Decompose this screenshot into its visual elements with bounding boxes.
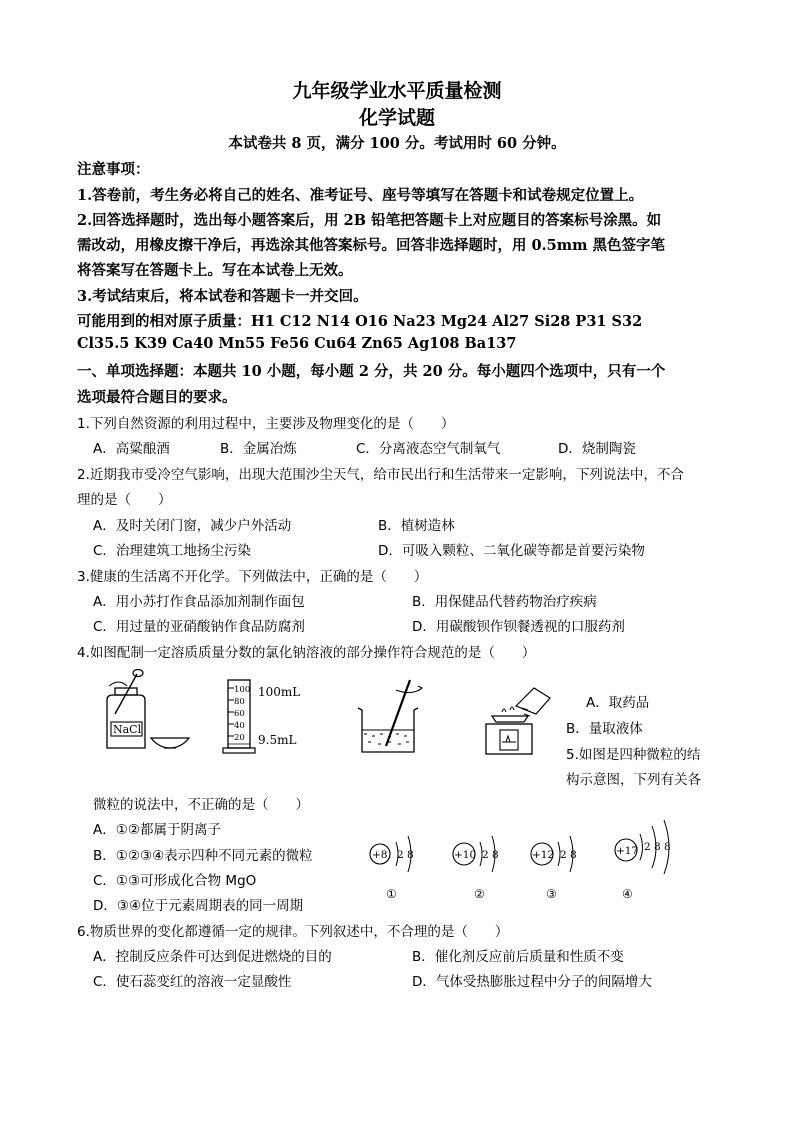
notice-item-3: 3.考试结束后，将本试卷和答题卡一并交回。 <box>77 288 368 305</box>
cyl-tick-60: 60 <box>234 709 245 719</box>
q1-option-b: B．金属冶炼 <box>220 441 297 457</box>
q4-option-a: A．取药品 <box>586 695 650 711</box>
q6-option-b: B．催化剂反应前后质量和性质不变 <box>412 949 624 965</box>
particle-2-nucleus: +10 <box>454 849 477 861</box>
atomic-mass-line-1: 可能用到的相对原子质量：H1 C12 N14 O16 Na23 Mg24 Al27 Si28 P31 S32 <box>77 313 643 330</box>
atomic-mass-line-2: Cl35.5 K39 Ca40 Mn55 Fe56 Cu64 Zn65 Ag108 Ba137 <box>77 335 517 352</box>
q5-option-c: C．①③可形成化合物 MgO <box>93 873 257 889</box>
particle-diagrams <box>360 816 700 902</box>
cyl-tick-100: 100 <box>234 685 251 695</box>
reagent-bottle-figure <box>97 668 197 756</box>
q1-option-a: A．高粱酿酒 <box>93 441 170 457</box>
q2-option-d: D．可吸入颗粒、二氧化碳等都是首要污染物 <box>378 543 645 559</box>
bottle-label: NaCl <box>113 723 142 736</box>
q3-stem: 3.健康的生活离不开化学。下列做法中，正确的是（ ） <box>77 569 428 585</box>
exam-title: 九年级学业水平质量检测 <box>292 80 502 102</box>
q1-option-d: D．烧制陶瓷 <box>558 441 636 457</box>
notice-item-2-line-3: 将答案写在答题卡上。写在本试卷上无效。 <box>77 262 353 279</box>
particle-2-shells: 2 8 <box>482 849 499 861</box>
particle-2-label: ② <box>474 887 485 901</box>
q5-stem-part-3: 微粒的说法中，不正确的是（ ） <box>93 797 309 813</box>
notice-item-1: 1.答卷前，考生务必将自己的姓名、准考证号、座号等填写在答题卡和试卷规定位置上。 <box>77 187 644 204</box>
notice-item-2-line-1: 2.回答选择题时，选出每小题答案后，用 2B 铅笔把答题卡上对应题目的答案标号涂黑。如 <box>77 212 662 229</box>
q3-option-d: D．用碳酸钡作钡餐透视的口服药剂 <box>412 619 625 635</box>
q6-option-a: A．控制反应条件可达到促进燃烧的目的 <box>93 949 332 965</box>
particle-3-label: ③ <box>546 887 557 901</box>
beaker-icon <box>358 708 418 752</box>
section-1-heading-line-2: 选项最符合题目的要求。 <box>77 389 237 406</box>
notice-heading: 注意事项： <box>77 161 150 178</box>
q1-option-c: C．分离液态空气制氧气 <box>356 441 501 457</box>
q2-option-a: A．及时关闭门窗，减少户外活动 <box>93 518 292 534</box>
particle-1-shells: 2 8 <box>397 849 414 861</box>
watch-glass-icon <box>151 738 189 748</box>
cyl-tick-40: 40 <box>234 721 245 731</box>
section-1-heading-line-1: 一、单项选择题：本题共 10 小题，每小题 2 分，共 20 分。每小题四个选项中，只有一个 <box>77 363 666 380</box>
q4-option-b: B．量取液体 <box>566 721 643 737</box>
particle-3-nucleus: +12 <box>532 849 555 861</box>
reagent-bottle-icon <box>107 670 145 749</box>
q2-stem-line-1: 2.近期我市受冷空气影响，出现大范围沙尘天气，给市民出行和生活带来一定影响，下列说法中，不合 <box>77 467 684 483</box>
particle-4-nucleus: +17 <box>616 845 639 857</box>
cyl-label-9-5ml: 9.5mL <box>258 733 297 747</box>
q5-option-a: A．①②都属于阴离子 <box>93 822 221 838</box>
q6-stem: 6.物质世界的变化都遵循一定的规律。下列叙述中，不合理的是（ ） <box>77 924 509 940</box>
particle-3-shells: 2 8 <box>560 849 577 861</box>
pouring-icon <box>516 688 550 716</box>
q6-option-c: C．使石蕊变红的溶液一定显酸性 <box>93 974 292 990</box>
exam-info: 本试卷共 8 页，满分 100 分。考试用时 60 分钟。 <box>228 135 566 152</box>
cyl-label-100ml: 100mL <box>258 685 301 699</box>
q2-option-c: C．治理建筑工地扬尘污染 <box>93 543 251 559</box>
q6-option-d: D．气体受热膨胀过程中分子的间隔增大 <box>412 974 652 990</box>
particle-4-label: ④ <box>622 887 633 901</box>
q5-option-d: D．③④位于元素周期表的同一周期 <box>93 898 304 914</box>
q5-option-b: B．①②③④表示四种不同元素的微粒 <box>93 848 313 864</box>
q3-option-c: C．用过量的亚硝酸钠作食品防腐剂 <box>93 619 305 635</box>
particle-4-shells: 2 8 8 <box>644 841 671 853</box>
beaker-stirring-figure <box>352 674 432 758</box>
exam-subtitle: 化学试题 <box>358 107 435 129</box>
q5-stem-part-1: 5.如图是四种微粒的结 <box>566 747 701 763</box>
q3-option-b: B．用保健品代替药物治疗疾病 <box>412 594 597 610</box>
heating-figure <box>478 680 568 760</box>
particle-1-label: ① <box>386 887 397 901</box>
notice-item-2-line-2: 需改动，用橡皮擦干净后，再选涂其他答案标号。回答非选择题时，用 0.5mm 黑色签字笔 <box>77 237 666 254</box>
q5-stem-part-2: 构示意图，下列有关各 <box>566 772 701 788</box>
graduated-cylinder-figure <box>220 676 320 756</box>
q4-stem: 4.如图配制一定溶质质量分数的氯化钠溶液的部分操作符合规范的是（ ） <box>77 645 536 661</box>
q3-option-a: A．用小苏打作食品添加剂制作面包 <box>93 594 305 610</box>
cyl-tick-80: 80 <box>234 697 245 707</box>
cyl-tick-20: 20 <box>234 733 245 743</box>
q1-stem: 1.下列自然资源的利用过程中，主要涉及物理变化的是（ ） <box>77 416 455 432</box>
particle-1-nucleus: +8 <box>372 849 388 861</box>
q2-stem-line-2: 理的是（ ） <box>77 492 172 508</box>
alcohol-lamp-icon <box>486 724 532 754</box>
q2-option-b: B．植树造林 <box>378 518 455 534</box>
